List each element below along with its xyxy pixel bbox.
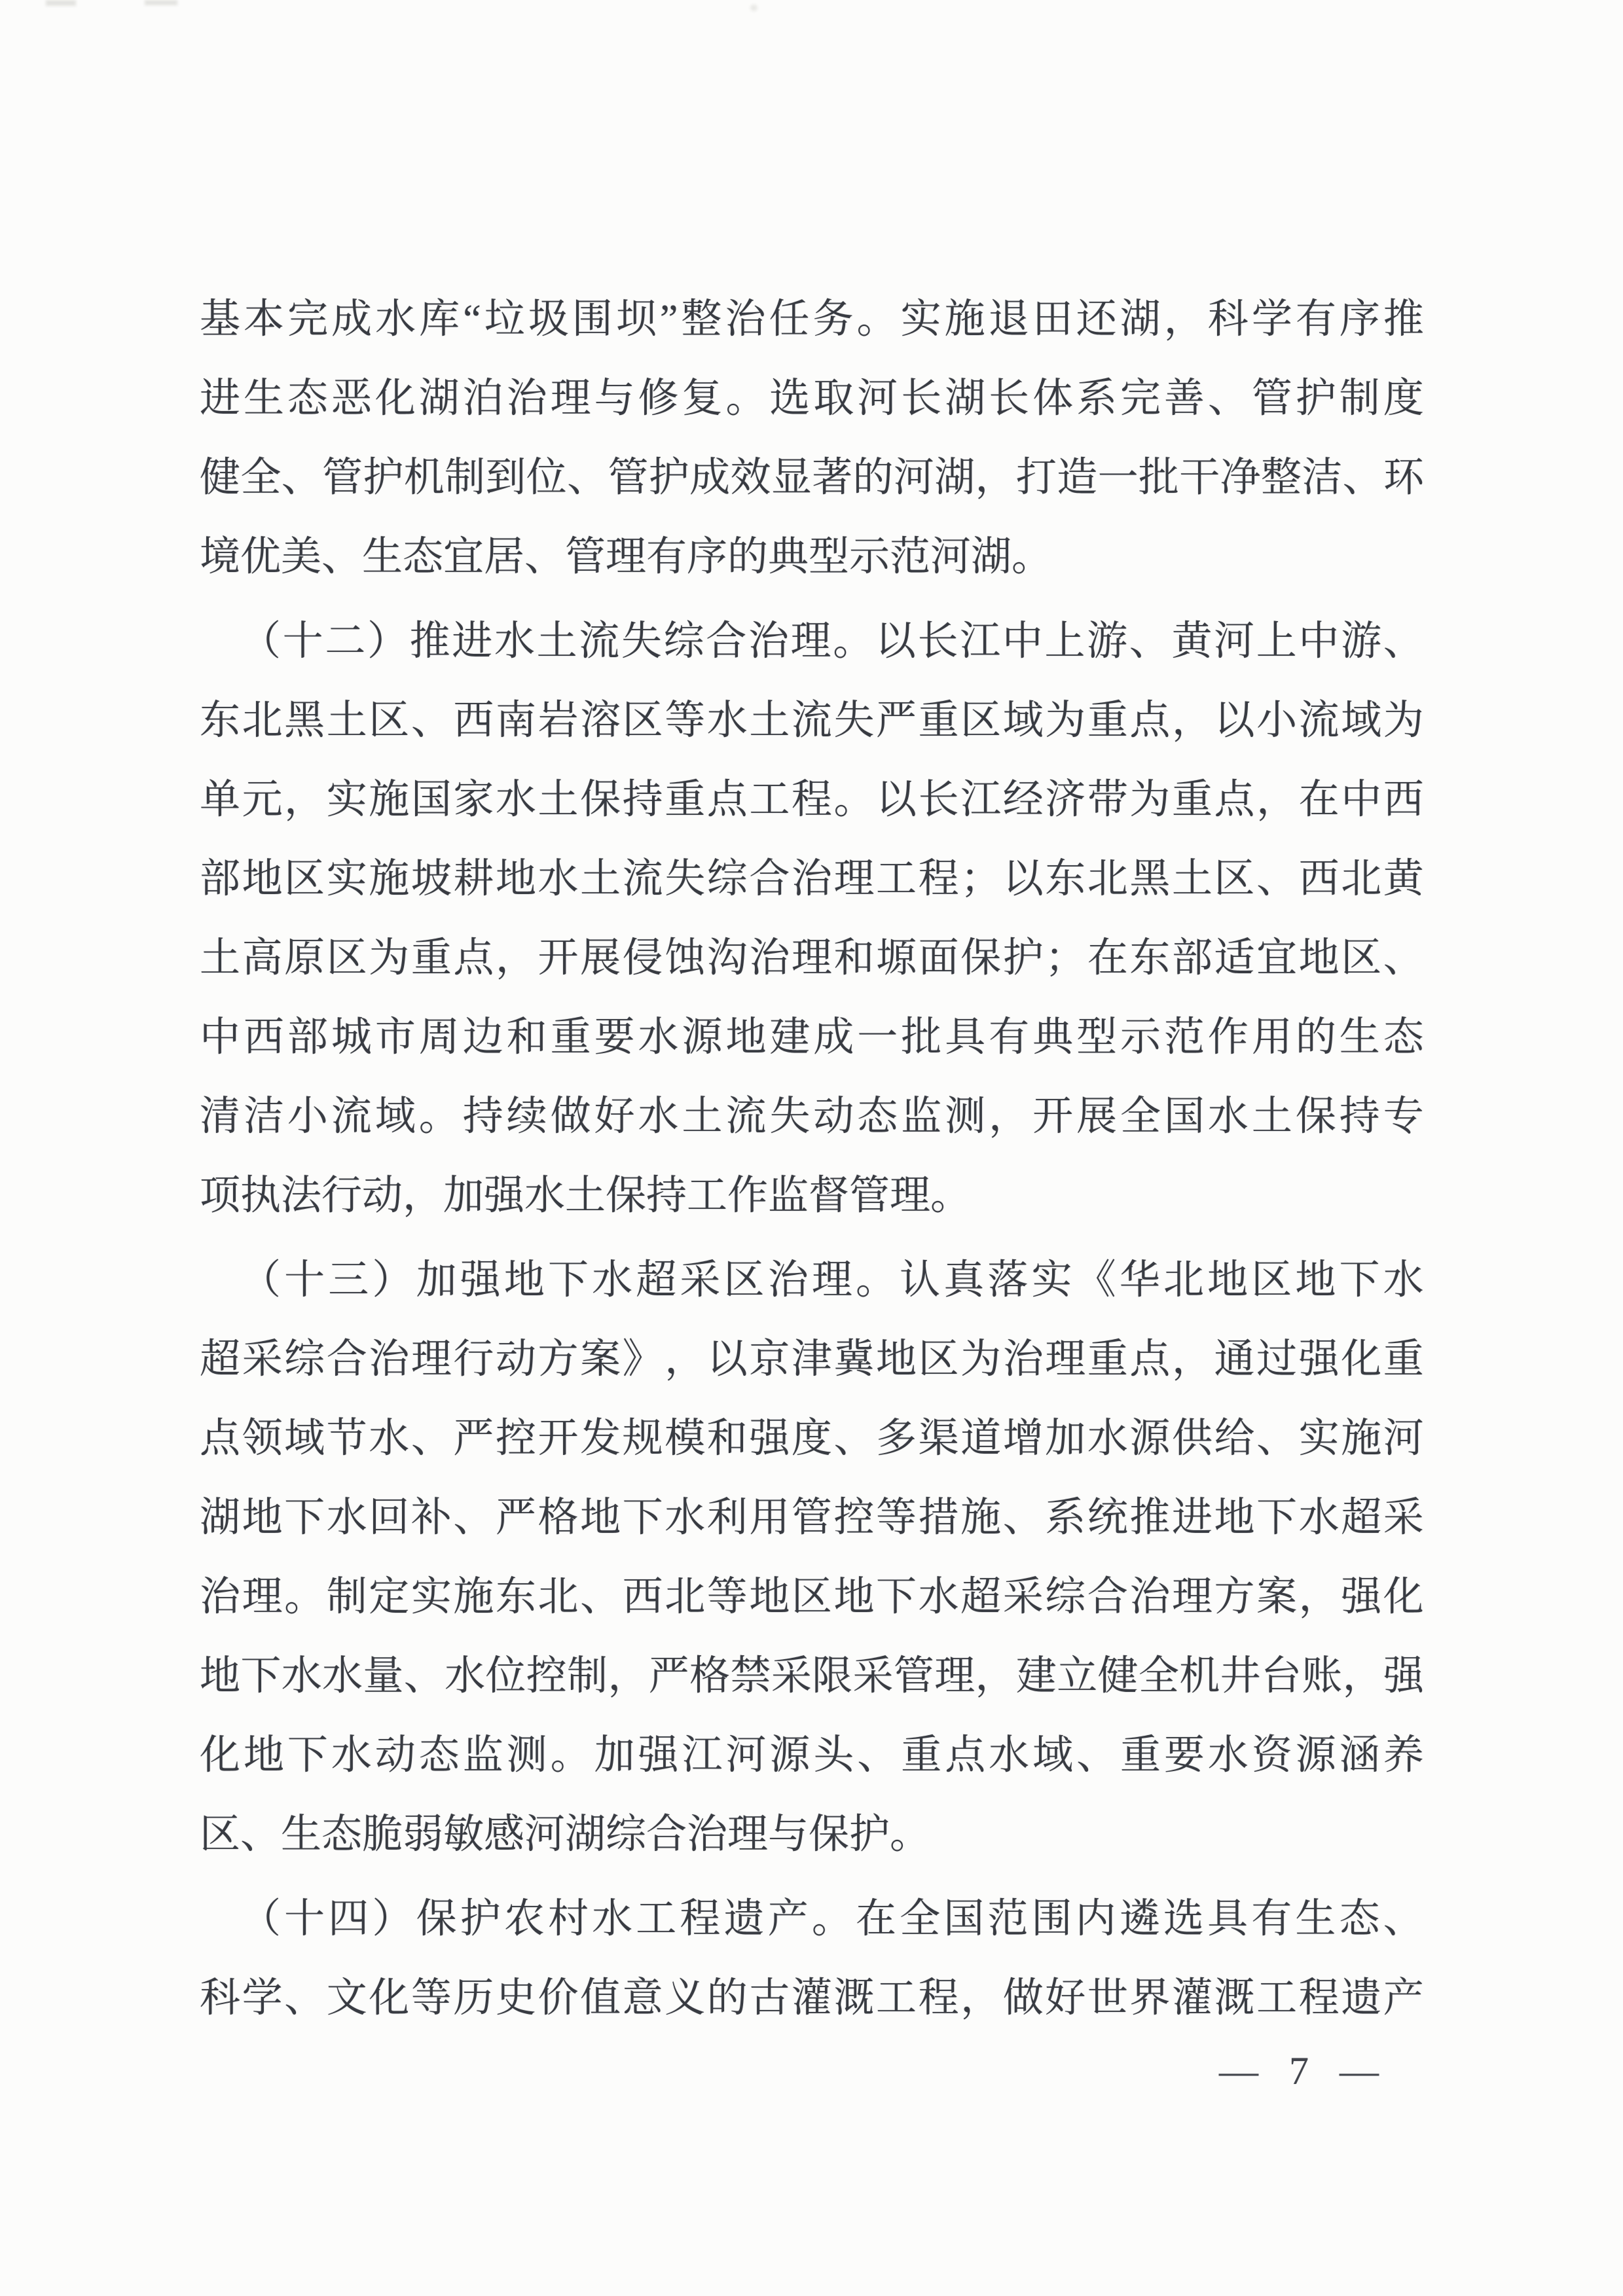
document-line: 进 生 态 恶 化 湖 泊 治 理 与 修 复 。 选 取 河 长 湖 长 体 系 完 善 、 管 护 制 度 xyxy=(200,376,1424,421)
document-line: 地 下 水 水 量 、 水 位 控 制 ， 严 格 禁 采 限 采 管 理 ， 建 立 健 全 机 井 台 账 ， 强 xyxy=(200,1654,1424,1698)
document-line: 境优美、生态宜居、管理有序的典型示范河湖。 xyxy=(200,535,1053,579)
document-body xyxy=(200,280,1424,2038)
document-line: 中 西 部 城 市 周 边 和 重 要 水 源 地 建 成 一 批 具 有 典 型 示 范 作 用 的 生 态 xyxy=(200,1015,1424,1060)
document-line: 健 全 、 管 护 机 制 到 位 、 管 护 成 效 显 著 的 河 湖 ， 打 造 一 批 干 净 整 洁 、 环 xyxy=(200,456,1424,500)
scan-artifact xyxy=(145,0,177,5)
document-line: （ 十 三 ） 加 强 地 下 水 超 采 区 治 理 。 认 真 落 实 《 华 北 地 区 地 下 水 xyxy=(240,1258,1424,1302)
document-line: 点 领 域 节 水 、 严 控 开 发 规 模 和 强 度 、 多 渠 道 增 加 水 源 供 给 、 实 施 河 xyxy=(200,1416,1424,1461)
document-line: 湖 地 下 水 回 补 、 严 格 地 下 水 利 用 管 控 等 措 施 、 系 统 推 进 地 下 水 超 采 xyxy=(200,1496,1424,1540)
document-line: 土 高 原 区 为 重 点 ， 开 展 侵 蚀 沟 治 理 和 塬 面 保 护 ； 在 东 部 适 宜 地 区 、 xyxy=(200,936,1424,980)
document-line: 超 采 综 合 治 理 行 动 方 案 》 ， 以 京 津 冀 地 区 为 治 理 重 点 ， 通 过 强 化 重 xyxy=(200,1337,1424,1382)
paragraph xyxy=(200,280,1424,597)
document-line: 基 本 完 成 水 库 “ 垃 圾 围 坝 ” 整 治 任 务 。 实 施 退 田 还 湖 ， 科 学 有 序 推 xyxy=(200,297,1424,342)
document-line: 化 地 下 水 动 态 监 测 。 加 强 江 河 源 头 、 重 点 水 域 、 重 要 水 资 源 涵 养 xyxy=(200,1733,1424,1778)
document-line: （ 十 四 ） 保 护 农 村 水 工 程 遗 产 。 在 全 国 范 围 内 遴 选 具 有 生 态 、 xyxy=(240,1897,1424,1941)
document-line: 区、生态脆弱敏感河湖综合治理与保护。 xyxy=(200,1812,931,1857)
document-line: 东 北 黑 土 区 、 西 南 岩 溶 区 等 水 土 流 失 严 重 区 域 为 重 点 ， 以 小 流 域 为 xyxy=(200,698,1424,743)
scan-artifact xyxy=(750,5,757,11)
scan-artifact xyxy=(46,0,76,6)
paragraph xyxy=(200,602,1424,1236)
document-line: 科 学 、 文 化 等 历 史 价 值 意 义 的 古 灌 溉 工 程 ， 做 好 世 界 灌 溉 工 程 遗 产 xyxy=(200,1976,1424,2020)
document-line: 部 地 区 实 施 坡 耕 地 水 土 流 失 综 合 治 理 工 程 ； 以 东 北 黑 土 区 、 西 北 黄 xyxy=(200,857,1424,901)
document-line: 单 元 ， 实 施 国 家 水 土 保 持 重 点 工 程 。 以 长 江 经 济 带 为 重 点 ， 在 中 西 xyxy=(200,778,1424,822)
document-line: 项执法行动，加强水土保持工作监督管理。 xyxy=(200,1174,972,1218)
document-line: （ 十 二 ） 推 进 水 土 流 失 综 合 治 理 。 以 长 江 中 上 游 、 黄 河 上 中 游 、 xyxy=(240,619,1424,664)
document-line: 清 洁 小 流 域 。 持 续 做 好 水 土 流 失 动 态 监 测 ， 开 展 全 国 水 土 保 持 专 xyxy=(200,1094,1424,1139)
page-number: — 7 — xyxy=(1219,2049,1380,2092)
document-line: 治 理 。 制 定 实 施 东 北 、 西 北 等 地 区 地 下 水 超 采 综 合 治 理 方 案 ， 强 化 xyxy=(200,1575,1424,1619)
paragraph xyxy=(200,1880,1424,2038)
paragraph xyxy=(200,1241,1424,1874)
